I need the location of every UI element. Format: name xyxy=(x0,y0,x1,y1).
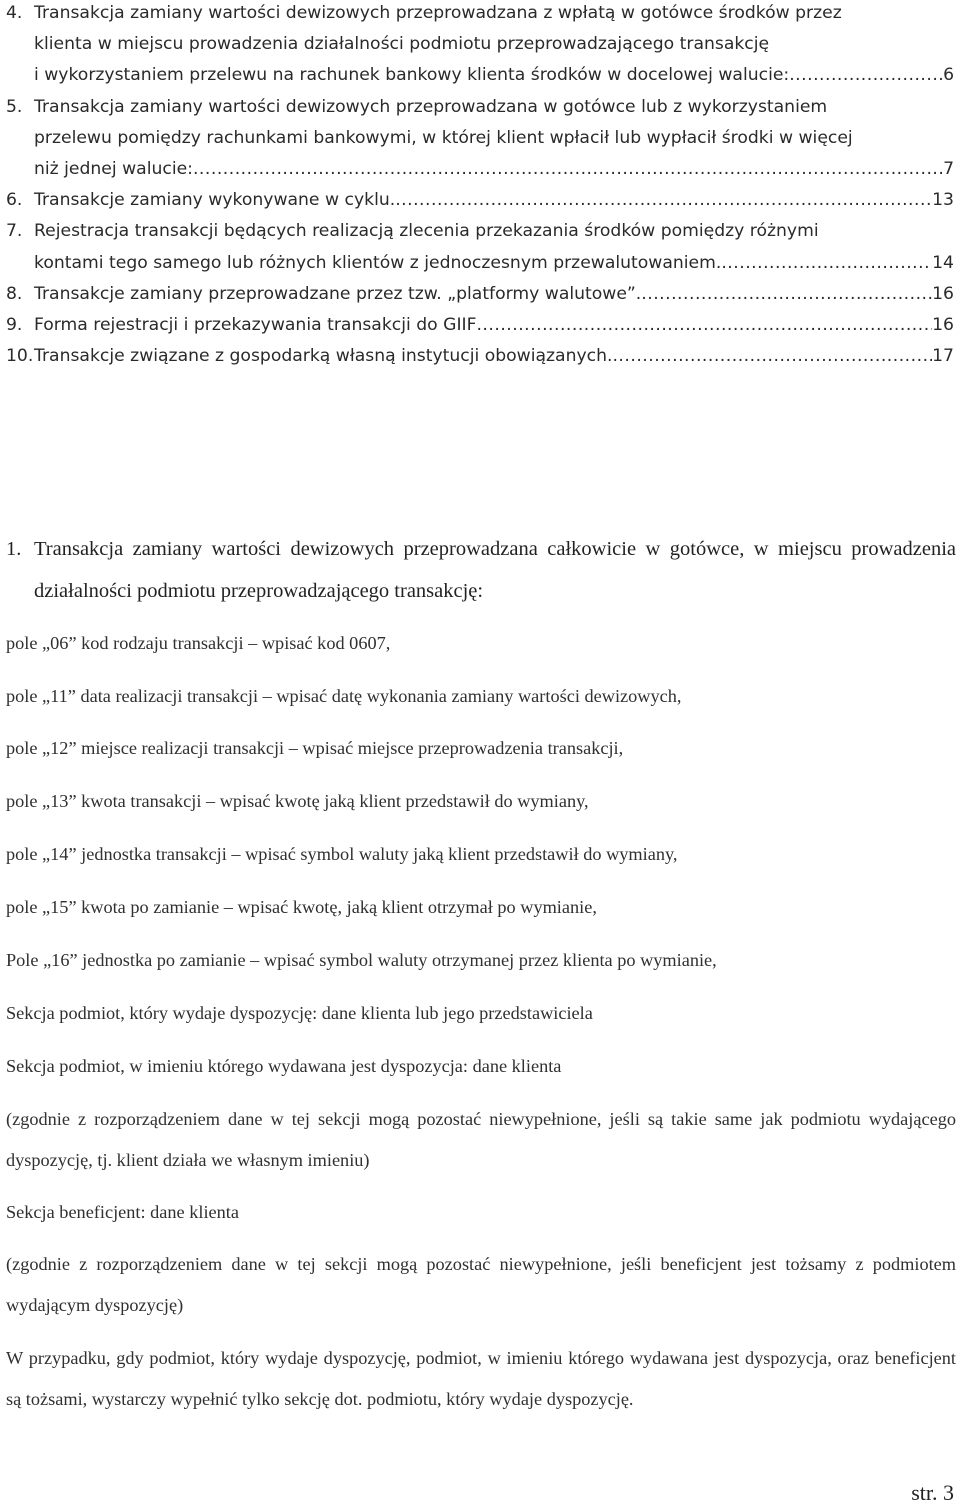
section-note: (zgodnie z rozporządzeniem dane w tej sekcji mogą pozostać niewypełnione, jeśli są takie same jak podmiotu wydającego dyspozycję, tj. klient działa we własnym imieniu) xyxy=(6,1109,956,1170)
section-title: Transakcja zamiany wartości dewizowych przeprowadzana całkowicie w gotówce, w miejscu prowadzenia działalności podmiotu przeprowadzającego transakcję: xyxy=(34,538,956,602)
toc-leader-dots xyxy=(193,154,943,185)
toc-leader-dots xyxy=(641,279,932,310)
toc-entry-text: klienta w miejscu prowadzenia działalności podmiotu przeprowadzającego transakcję xyxy=(34,34,770,55)
toc-entry-text: Rejestracja transakcji będących realizacją zlecenia przekazania środków pomiędzy różnymi xyxy=(34,221,819,242)
section-note: (zgodnie z rozporządzeniem dane w tej sekcji mogą pozostać niewypełnione, jeśli beneficjent jest tożsamy z podmiotem wydającym dyspozycję) xyxy=(6,1254,956,1315)
toc-leader-dots xyxy=(612,341,932,372)
section-note: Sekcja podmiot, który wydaje dyspozycję: dane klienta lub jego przedstawiciela xyxy=(6,1003,593,1023)
toc-entry[interactable] xyxy=(6,310,954,341)
table-of-contents xyxy=(6,0,954,372)
toc-entry-text: Transakcje związane z gospodarką własną instytucji obowiązanych. xyxy=(34,346,613,367)
toc-page-number: 13 xyxy=(932,190,954,211)
section-heading xyxy=(6,528,956,612)
toc-entry-number: 4. xyxy=(6,3,23,23)
field-description: pole „06” kod rodzaju transakcji – wpisać kod 0607, xyxy=(6,633,391,653)
toc-leader-dots xyxy=(476,310,932,341)
toc-entry-text: kontami tego samego lub różnych klientów z jednoczesnym przewalutowaniem. xyxy=(34,252,722,273)
toc-leader-dots xyxy=(789,60,943,91)
toc-entry-text: Transakcja zamiany wartości dewizowych przeprowadzana z wpłatą w gotówce środków przez xyxy=(34,3,842,23)
toc-entry[interactable] xyxy=(6,185,954,216)
toc-page-number: 16 xyxy=(932,283,954,304)
field-description: pole „13” kwota transakcji – wpisać kwotę jaką klient przedstawił do wymiany, xyxy=(6,791,589,811)
toc-leader-dots xyxy=(721,248,932,279)
field-description: Pole „16” jednostka po zamianie – wpisać symbol waluty otrzymanej przez klienta po wymianie, xyxy=(6,950,717,970)
section-note: W przypadku, gdy podmiot, który wydaje dyspozycję, podmiot, w imieniu którego wydawana jest dyspozycja, oraz beneficjent są tożsami, wystarczy wypełnić tylko sekcję dot. podmiotu, który wydaje dyspozycję. xyxy=(6,1348,956,1409)
toc-entry[interactable] xyxy=(6,341,954,372)
toc-leader-dots xyxy=(395,185,932,216)
toc-entry-number: 9. xyxy=(6,314,23,335)
toc-entry[interactable] xyxy=(6,92,954,186)
toc-entry-text: przelewu pomiędzy rachunkami bankowymi, w której klient wpłacił lub wypłacił środki w więcej xyxy=(34,127,853,148)
field-description: pole „12” miejsce realizacji transakcji – wpisać miejsce przeprowadzenia transakcji, xyxy=(6,738,624,758)
toc-page-number: 16 xyxy=(932,314,954,335)
section-number: 1. xyxy=(6,538,22,560)
toc-entry-text: Forma rejestracji i przekazywania transakcji do GIIF xyxy=(34,314,477,335)
field-description: pole „14” jednostka transakcji – wpisać symbol waluty jaką klient przedstawił do wymiany, xyxy=(6,844,678,864)
toc-entry[interactable] xyxy=(6,216,954,278)
section-note: Sekcja beneficjent: dane klienta xyxy=(6,1202,239,1222)
toc-entry-number: 7. xyxy=(6,221,23,242)
toc-entry-number: 5. xyxy=(6,96,23,117)
toc-page-number: 14 xyxy=(932,252,954,273)
field-description: pole „11” data realizacji transakcji – wpisać datę wykonania zamiany wartości dewizowych, xyxy=(6,686,682,706)
toc-entry-text: i wykorzystaniem przelewu na rachunek bankowy klienta środków w docelowej walucie: xyxy=(34,65,790,86)
toc-entry-text: niż jednej walucie: xyxy=(34,158,193,179)
toc-page-number: 7 xyxy=(943,158,954,179)
toc-entry-text: Transakcje zamiany wykonywane w cyklu. xyxy=(34,190,396,211)
toc-entry-text: Transakcje zamiany przeprowadzane przez tzw. „platformy walutowe”. xyxy=(34,283,642,304)
toc-page-number: 17 xyxy=(932,346,954,367)
section-note: Sekcja podmiot, w imieniu którego wydawana jest dyspozycja: dane klienta xyxy=(6,1056,562,1076)
toc-entry[interactable] xyxy=(6,279,954,310)
toc-entry-text: Transakcja zamiany wartości dewizowych przeprowadzana w gotówce lub z wykorzystaniem xyxy=(34,96,828,117)
toc-entry-number: 8. xyxy=(6,283,23,304)
field-description: pole „15” kwota po zamianie – wpisać kwotę, jaką klient otrzymał po wymianie, xyxy=(6,897,597,917)
toc-entry-number: 10. xyxy=(6,346,34,367)
toc-page-number: 6 xyxy=(943,65,954,86)
toc-entry-number: 6. xyxy=(6,190,23,211)
toc-entry[interactable] xyxy=(6,0,954,92)
page-number-label: str. 3 xyxy=(911,1480,954,1505)
